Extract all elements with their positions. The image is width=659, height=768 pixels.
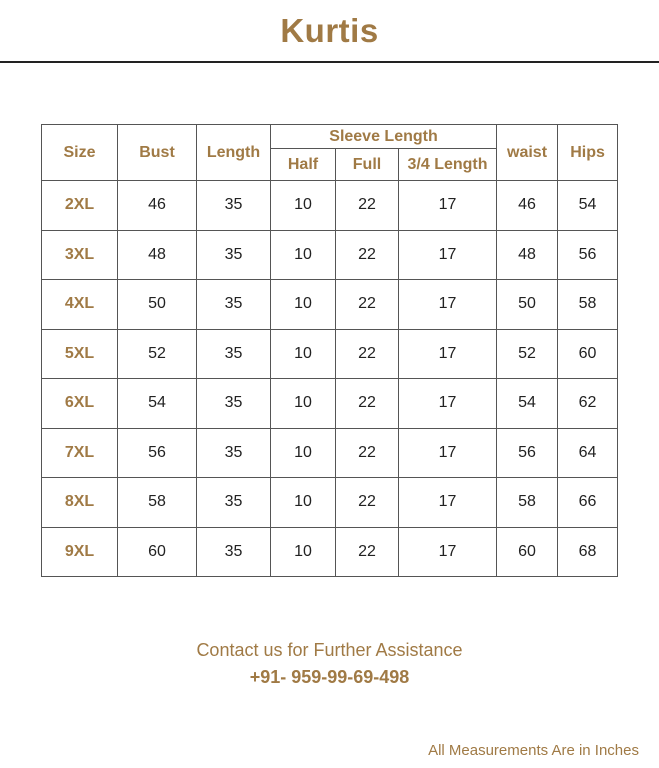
bust-cell: 50 [118, 280, 197, 330]
hips-cell: 68 [558, 527, 618, 577]
waist-cell: 48 [497, 230, 558, 280]
waist-cell: 52 [497, 329, 558, 379]
measurement-note: All Measurements Are in Inches [428, 742, 639, 759]
header-bust: Bust [118, 125, 197, 181]
header-full: Full [336, 149, 399, 181]
bust-cell: 46 [118, 181, 197, 231]
length-cell: 35 [197, 527, 271, 577]
table-row [42, 329, 618, 379]
page-title: Kurtis [280, 12, 379, 49]
half-cell: 10 [271, 280, 336, 330]
waist-cell: 60 [497, 527, 558, 577]
length-cell: 35 [197, 379, 271, 429]
length-cell: 35 [197, 478, 271, 528]
table-row [42, 478, 618, 528]
half-cell: 10 [271, 478, 336, 528]
bust-cell: 60 [118, 527, 197, 577]
full-cell: 22 [336, 527, 399, 577]
hips-cell: 58 [558, 280, 618, 330]
three-quarter-cell: 17 [399, 280, 497, 330]
waist-cell: 56 [497, 428, 558, 478]
three-quarter-cell: 17 [399, 329, 497, 379]
length-cell: 35 [197, 230, 271, 280]
size-cell: 7XL [42, 428, 118, 478]
waist-cell: 58 [497, 478, 558, 528]
table-row [42, 428, 618, 478]
length-cell: 35 [197, 181, 271, 231]
hips-cell: 64 [558, 428, 618, 478]
header-sleeve-length: Sleeve Length [271, 125, 497, 149]
full-cell: 22 [336, 230, 399, 280]
bust-cell: 54 [118, 379, 197, 429]
half-cell: 10 [271, 527, 336, 577]
size-cell: 4XL [42, 280, 118, 330]
hips-cell: 66 [558, 478, 618, 528]
size-cell: 3XL [42, 230, 118, 280]
hips-cell: 62 [558, 379, 618, 429]
header-waist: waist [497, 125, 558, 181]
three-quarter-cell: 17 [399, 478, 497, 528]
three-quarter-cell: 17 [399, 181, 497, 231]
size-cell: 2XL [42, 181, 118, 231]
size-chart-table [41, 124, 618, 577]
table-row [42, 280, 618, 330]
half-cell: 10 [271, 329, 336, 379]
full-cell: 22 [336, 379, 399, 429]
three-quarter-cell: 17 [399, 230, 497, 280]
three-quarter-cell: 17 [399, 527, 497, 577]
waist-cell: 50 [497, 280, 558, 330]
size-cell: 5XL [42, 329, 118, 379]
length-cell: 35 [197, 428, 271, 478]
table-row [42, 181, 618, 231]
header-length: Length [197, 125, 271, 181]
header-half: Half [271, 149, 336, 181]
half-cell: 10 [271, 428, 336, 478]
full-cell: 22 [336, 428, 399, 478]
title-divider [0, 61, 659, 63]
length-cell: 35 [197, 329, 271, 379]
half-cell: 10 [271, 181, 336, 231]
three-quarter-cell: 17 [399, 428, 497, 478]
half-cell: 10 [271, 230, 336, 280]
hips-cell: 60 [558, 329, 618, 379]
full-cell: 22 [336, 478, 399, 528]
half-cell: 10 [271, 379, 336, 429]
header-size: Size [42, 125, 118, 181]
three-quarter-cell: 17 [399, 379, 497, 429]
table-row [42, 379, 618, 429]
length-cell: 35 [197, 280, 271, 330]
contact-message: Contact us for Further Assistance [196, 640, 463, 660]
contact-phone: +91- 959-99-69-498 [249, 667, 410, 687]
table-row [42, 527, 618, 577]
full-cell: 22 [336, 280, 399, 330]
size-cell: 8XL [42, 478, 118, 528]
header-three-quarter: 3/4 Length [399, 149, 497, 181]
hips-cell: 54 [558, 181, 618, 231]
full-cell: 22 [336, 329, 399, 379]
bust-cell: 58 [118, 478, 197, 528]
bust-cell: 56 [118, 428, 197, 478]
full-cell: 22 [336, 181, 399, 231]
waist-cell: 54 [497, 379, 558, 429]
header-hips: Hips [558, 125, 618, 181]
hips-cell: 56 [558, 230, 618, 280]
size-cell: 9XL [42, 527, 118, 577]
bust-cell: 52 [118, 329, 197, 379]
table-row [42, 230, 618, 280]
size-cell: 6XL [42, 379, 118, 429]
bust-cell: 48 [118, 230, 197, 280]
waist-cell: 46 [497, 181, 558, 231]
